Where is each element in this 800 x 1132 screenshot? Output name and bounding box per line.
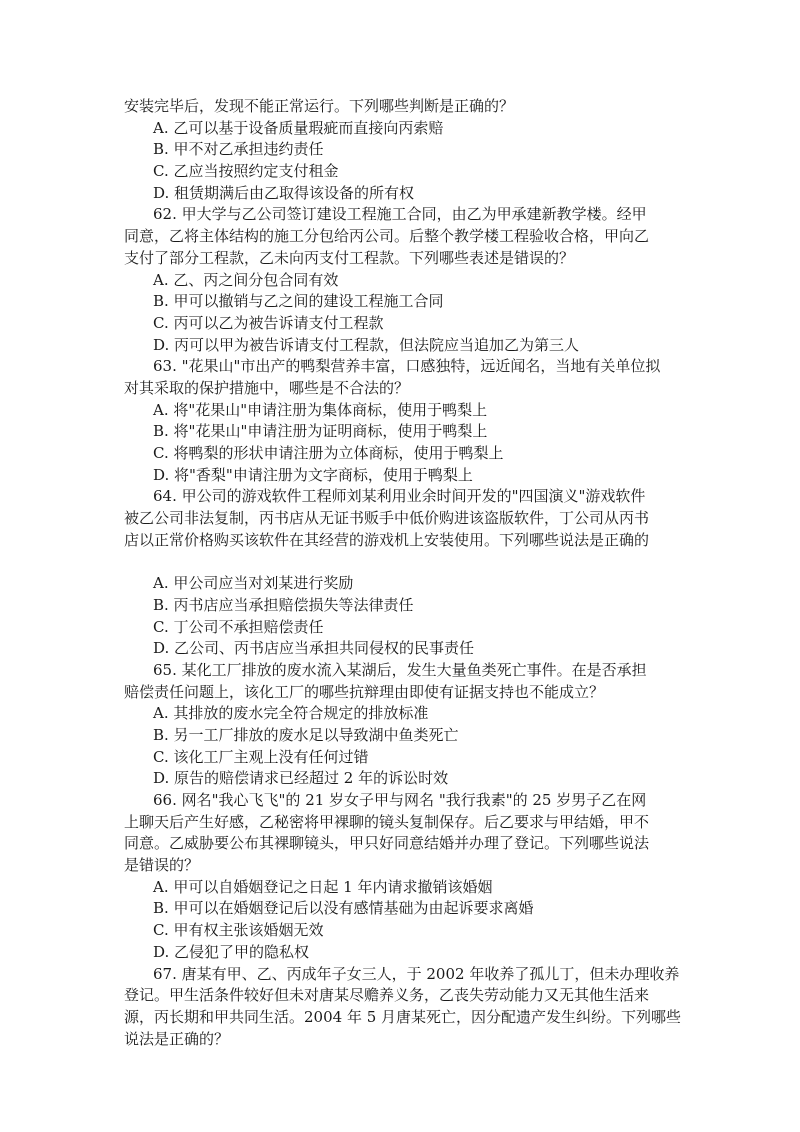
text-line: 安装完毕后，发现不能正常运行。下列哪些判断是正确的？	[124, 97, 515, 115]
text-line: B. 甲不对乙承担违约责任	[153, 140, 324, 159]
document-body	[124, 96, 684, 1050]
text-line: 62. 甲大学与乙公司签订建设工程施工合同，由乙为甲承建新教学楼。经甲	[153, 205, 647, 224]
text-line: B. 另一工厂排放的废水足以导致湖中鱼类死亡	[153, 725, 459, 744]
text-line: C. 丁公司不承担赔偿责任	[153, 617, 324, 636]
text-line: 支付了部分工程款，乙未向丙支付工程款。下列哪些表述是错误的？	[124, 248, 575, 267]
text-line: 66. 网名"我心飞飞"的 21 岁女子甲与网名 "我行我素"的 25 岁男子乙在网	[153, 791, 647, 809]
text-line: 是错误的？	[124, 856, 200, 875]
text-line: B. 甲可以撤销与乙之间的建设工程施工合同	[153, 292, 444, 311]
text-line: C. 乙应当按照约定支付租金	[153, 162, 339, 181]
text-line: D. 将"香梨"申请注册为文字商标，使用于鸭梨上	[153, 465, 473, 484]
text-line: A. 乙可以基于设备质量瑕疵而直接向丙索赔	[153, 118, 444, 137]
text-line: C. 甲有权主张该婚姻无效	[153, 921, 324, 940]
text-line: 63. "花果山"市出产的鸭梨营养丰富，口感独特，远近闻名，当地有关单位拟	[153, 357, 661, 376]
text-line: A. 甲可以自婚姻登记之日起 1 年内请求撤销该婚姻	[153, 877, 493, 896]
text-line: 登记。甲生活条件较好但未对唐某尽赡养义务，乙丧失劳动能力又无其他生活来	[124, 986, 650, 1005]
text-line: 店以正常价格购买该软件在其经营的游戏机上安装使用。下列哪些说法是正确的	[124, 530, 650, 549]
text-line: B. 丙书店应当承担赔偿损失等法律责任	[153, 595, 414, 614]
text-line: 同意。乙威胁要公布其裸聊镜头，甲只好同意结婚并办理了登记。下列哪些说法	[124, 834, 650, 853]
text-line: D. 原告的赔偿请求已经超过 2 年的诉讼时效	[153, 769, 449, 788]
text-line: D. 丙可以甲为被告诉请支付工程款，但法院应当追加乙为第三人	[153, 335, 580, 354]
text-line: A. 其排放的废水完全符合规定的排放标准	[153, 704, 429, 723]
text-line: A. 甲公司应当对刘某进行奖励	[153, 574, 354, 593]
text-line: B. 将"花果山"申请注册为证明商标，使用于鸭梨上	[153, 422, 488, 441]
text-line: C. 该化工厂主观上没有任何过错	[153, 747, 369, 766]
text-line: 67. 唐某有甲、乙、丙成年子女三人，于 2002 年收养了孤儿丁，但未办理收养	[153, 964, 680, 983]
text-line: 说法是正确的？	[124, 1029, 230, 1048]
blank-line	[124, 551, 684, 573]
text-line: 赔偿责任问题上，该化工厂的哪些抗辩理由即使有证据支持也不能成立？	[124, 682, 605, 701]
text-line: B. 甲可以在婚姻登记后以没有感情基础为由起诉要求离婚	[153, 899, 534, 918]
text-line: 对其采取的保护措施中，哪些是不合法的？	[124, 378, 410, 397]
text-line: C. 将鸭梨的形状申请注册为立体商标，使用于鸭梨上	[153, 444, 504, 462]
text-line: C. 丙可以乙为被告诉请支付工程款	[153, 313, 384, 332]
text-line: D. 乙侵犯了甲的隐私权	[153, 942, 310, 961]
text-line: D. 租赁期满后由乙取得该设备的所有权	[153, 183, 415, 202]
text-line: A. 将"花果山"申请注册为集体商标，使用于鸭梨上	[153, 400, 488, 419]
text-line: 上聊天后产生好感，乙秘密将甲裸聊的镜头复制保存。后乙要求与甲结婚，甲不	[124, 812, 650, 831]
text-line: 64. 甲公司的游戏软件工程师刘某利用业余时间开发的"四国演义"游戏软件	[153, 487, 646, 506]
text-line: 源，丙长期和甲共同生活。2004 年 5 月唐某死亡，因分配遗产发生纠纷。下列哪些	[124, 1007, 682, 1026]
text-line: 同意，乙将主体结构的施工分包给丙公司。后整个教学楼工程验收合格，甲向乙	[124, 227, 650, 246]
text-line: 被乙公司非法复制，丙书店从无证书贩手中低价购进该盗版软件，丁公司从丙书	[124, 509, 650, 528]
text-line: A. 乙、丙之间分包合同有效	[153, 270, 339, 289]
text-line: D. 乙公司、丙书店应当承担共同侵权的民事责任	[153, 639, 475, 658]
text-line: 65. 某化工厂排放的废水流入某湖后，发生大量鱼类死亡事件。在是否承担	[153, 660, 647, 679]
